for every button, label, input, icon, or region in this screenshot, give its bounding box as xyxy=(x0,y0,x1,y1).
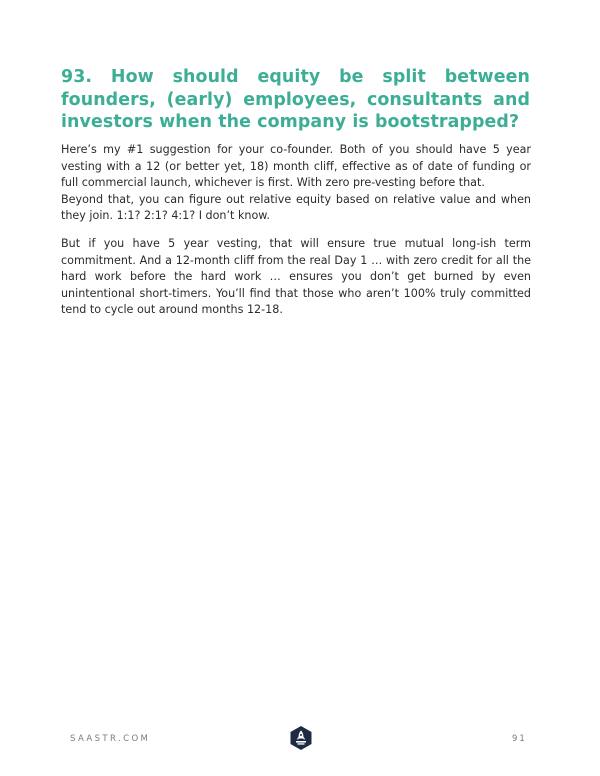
paragraph-2 xyxy=(61,236,531,319)
paragraph-1-line-1: Here’s my #1 suggestion for your co-founder. Both of you should have 5 year vesting with a 12 (or better yet, 18) month cliff, effective as of date of funding or full commercial launch, whichever is first. With zero pre-vesting before that. xyxy=(61,143,531,190)
page-number: 91 xyxy=(512,734,527,744)
question-heading: 93. How should equity be split between founders, (early) employees, consultants and investors when the company is bootstrapped? xyxy=(61,67,530,132)
paragraph-1 xyxy=(61,142,531,225)
footer-site-link[interactable]: SAASTR.COM xyxy=(70,734,151,744)
saastr-rocket-hexagon-icon xyxy=(290,726,312,750)
paragraph-2-line-1: But if you have 5 year vesting, that will ensure true mutual long-ish term commitment. And a 12-month cliff from the real Day 1 … with zero credit for all the hard work before the hard work … ensures you don’t get burned by even unintentional short-timers. You’ll find that those who aren’t 100% truly committed tend to cycle out around months 12-18. xyxy=(61,237,531,317)
page-footer xyxy=(0,726,600,756)
paragraph-1-line-2: Beyond that, you can figure out relative equity based on relative value and when they join. 1:1? 2:1? 4:1? I don’t know. xyxy=(61,192,531,223)
